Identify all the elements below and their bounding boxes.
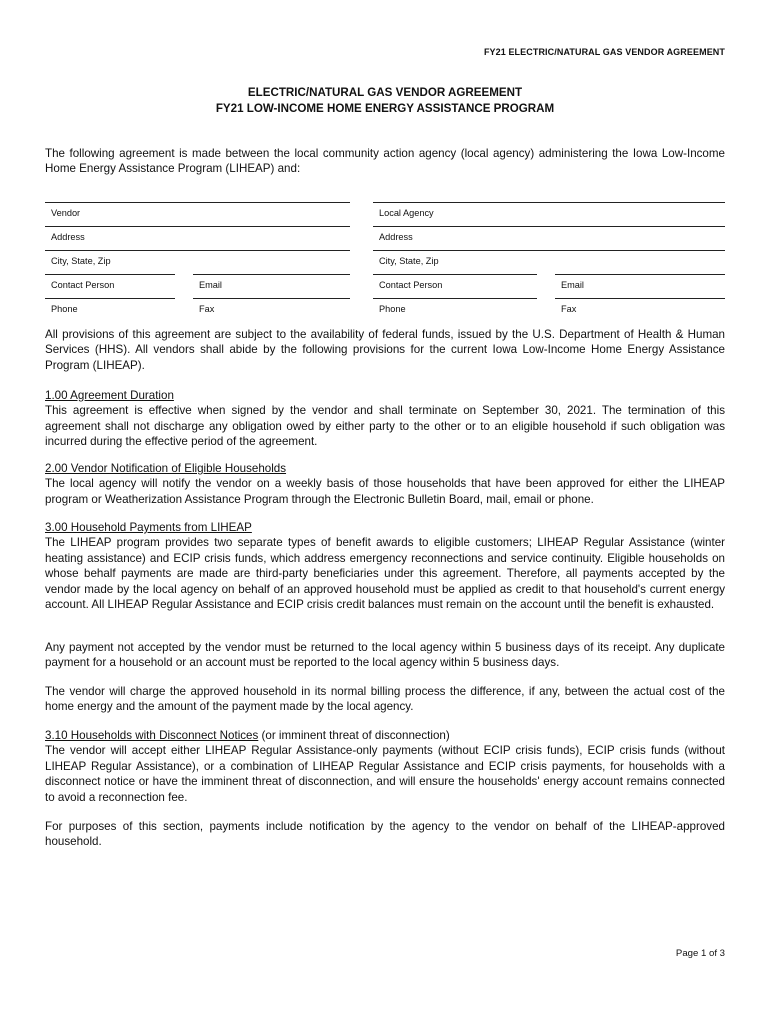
section-2-00 [45, 461, 725, 507]
agency-fax-field[interactable]: Fax [555, 298, 725, 315]
section-3-10 [45, 728, 725, 805]
title-line-1: ELECTRIC/NATURAL GAS VENDOR AGREEMENT [247, 86, 523, 99]
vendor-email-field[interactable]: Email [193, 274, 350, 291]
section-1-00 [45, 388, 725, 450]
vendor-field[interactable]: Vendor [45, 202, 350, 219]
section-2-00-heading: 2.00 Vendor Notification of Eligible Households [45, 462, 287, 475]
section-3-00-heading: 3.00 Household Payments from LIHEAP [45, 521, 252, 534]
local-agency-field[interactable]: Local Agency [373, 202, 725, 219]
intro-paragraph: The following agreement is made between the local community action agency (local agency) administering the Iowa Low-Income Home Energy Assistance Program (LIHEAP) and: [45, 147, 725, 176]
section-3-10-heading: 3.10 Households with Disconnect Notices [45, 729, 259, 742]
vendor-address-field[interactable]: Address [45, 226, 350, 243]
vendor-city-state-zip-field[interactable]: City, State, Zip [45, 250, 350, 267]
vendor-phone-field[interactable]: Phone [45, 298, 175, 315]
agency-phone-field[interactable]: Phone [373, 298, 537, 315]
section-3-00 [45, 520, 725, 612]
agency-address-field[interactable]: Address [373, 226, 725, 243]
title-line-2: FY21 LOW-INCOME HOME ENERGY ASSISTANCE PROGRAM [215, 102, 555, 115]
section-3-10-paragraph-2: For purposes of this section, payments include notification by the agency to the vendor on behalf of the LIHEAP-approved household. [45, 820, 725, 849]
section-3-10-body: The vendor will accept either LIHEAP Regular Assistance-only payments (without ECIP crisis funds), ECIP crisis funds (without LIHEAP Regular Assistance), or a combination of LIHEAP Regular Assistance and ECIP crisis payments, for households with a disconnect notice or have the imminent threat of disconnection, and will ensure the households' energy account remains connected to avoid a reconnection fee. [45, 744, 725, 804]
section-3-00-paragraph-2: Any payment not accepted by the vendor must be returned to the local agency within 5 business days of its receipt. Any duplicate payment for a household or an account must be reported to the local agency within 5 business days. [45, 641, 725, 670]
section-3-10-heading-suffix: (or imminent threat of disconnection) [258, 729, 450, 742]
page-number: Page 1 of 3 [675, 948, 725, 959]
section-1-00-body: This agreement is effective when signed by the vendor and shall terminate on September 30, 2021. The termination of this agreement shall not discharge any obligation owed by either party to the other or to an eligible household if such obligation was incurred during the effective period of the agreement. [45, 404, 725, 449]
vendor-contact-person-field[interactable]: Contact Person [45, 274, 175, 291]
section-1-00-heading: 1.00 Agreement Duration [45, 389, 174, 402]
agency-contact-person-field[interactable]: Contact Person [373, 274, 537, 291]
document-title [0, 85, 770, 117]
running-header: FY21 ELECTRIC/NATURAL GAS VENDOR AGREEMENT [483, 47, 725, 57]
vendor-fax-field[interactable]: Fax [193, 298, 350, 315]
provisions-paragraph: All provisions of this agreement are subject to the availability of federal funds, issued by the U.S. Department of Health & Human Services (HHS). All vendors shall abide by the following provisions for the current Iowa Low-Income Home Energy Assistance Program (LIHEAP). [45, 328, 725, 372]
agency-email-field[interactable]: Email [555, 274, 725, 291]
agency-city-state-zip-field[interactable]: City, State, Zip [373, 250, 725, 267]
section-3-00-body: The LIHEAP program provides two separate types of benefit awards to eligible customers; LIHEAP Regular Assistance (winter heating assistance) and ECIP crisis funds, which address emergency reconnections and service continuity. Eligible households on whose behalf payments are made are third-party beneficiaries under this agreement. Therefore, all payments accepted by the vendor made by the local agency on behalf of an approved household must be applied as credit to that household's current energy account. All LIHEAP Regular Assistance and ECIP crisis credit balances must remain on the account until the benefit is exhausted. [45, 536, 725, 612]
section-3-00-paragraph-3: The vendor will charge the approved household in its normal billing process the difference, if any, between the actual cost of the home energy and the amount of the payment made by the local agency. [45, 685, 725, 714]
section-2-00-body: The local agency will notify the vendor on a weekly basis of those households that have been approved for either the LIHEAP program or Weatherization Assistance Program through the Electronic Bulletin Board, mail, email or phone. [45, 477, 725, 506]
